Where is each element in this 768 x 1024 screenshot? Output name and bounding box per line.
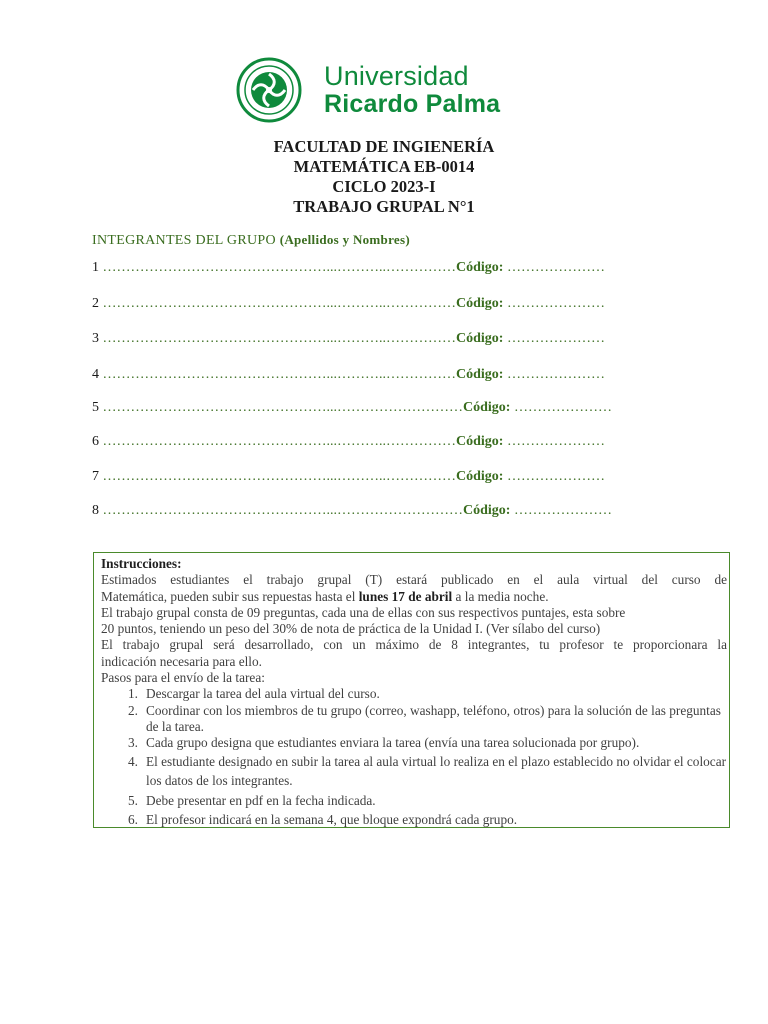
member-line: [92, 331, 692, 347]
member-name-blank[interactable]: …………………………………………...………..……………: [102, 260, 456, 275]
logo-line-2: Ricardo Palma: [324, 90, 501, 118]
step-text: El estudiante designado en subir la tarea al aula virtual lo realiza en el plazo establecido no olvidar el colocar los datos de los integrantes.: [146, 753, 727, 788]
member-name-blank[interactable]: …………………………………………...………..……………: [102, 331, 456, 346]
step-item: [101, 793, 727, 809]
member-number: 2: [92, 296, 99, 311]
member-name-blank[interactable]: …………………………………………...………………………: [102, 400, 463, 415]
member-number: 7: [92, 469, 99, 484]
cycle-title: CICLO 2023-I: [332, 177, 436, 196]
faculty-title: FACULTAD DE INGIENERÍA: [273, 137, 495, 156]
course-title: MATEMÁTICA EB-0014: [293, 157, 475, 176]
instructions-title: Instrucciones:: [101, 556, 182, 571]
code-label: Código:: [456, 296, 504, 311]
member-number: 6: [92, 434, 99, 449]
step-text: Coordinar con los miembros de tu grupo (correo, washapp, teléfono, otros) para la solución de las preguntas de la tarea.: [146, 702, 721, 734]
member-code-blank[interactable]: …………………: [506, 367, 605, 382]
member-name-blank[interactable]: …………………………………………...………..……………: [102, 367, 456, 382]
code-label: Código:: [456, 469, 504, 484]
member-code-blank[interactable]: …………………: [506, 434, 605, 449]
member-line: [92, 367, 692, 383]
instructions-box: [93, 552, 730, 828]
member-number: 5: [92, 400, 99, 415]
step-number: 1.: [128, 686, 138, 702]
member-code-blank[interactable]: …………………: [513, 503, 612, 518]
logo-line-1: Universidad: [324, 61, 469, 91]
step-text: El profesor indicará en la semana 4, que bloque expondrá cada grupo.: [146, 811, 518, 827]
group-members-heading: [92, 232, 410, 249]
member-name-blank[interactable]: …………………………………………...………..……………: [102, 469, 456, 484]
member-line: [92, 296, 692, 312]
member-number: 8: [92, 503, 99, 518]
step-number: 4.: [128, 753, 138, 769]
code-label: Código:: [456, 434, 504, 449]
member-line: [92, 400, 692, 416]
member-line: [92, 469, 692, 485]
step-number: 3.: [128, 735, 138, 751]
instructions-p2-line2: 20 puntos, teniendo un peso del 30% de nota de práctica de la Unidad I. (Ver sílabo del curso): [101, 621, 601, 637]
step-item: [101, 735, 727, 751]
step-text: Debe presentar en pdf en la fecha indicada.: [146, 792, 376, 808]
step-item: [101, 752, 727, 790]
code-label: Código:: [456, 367, 504, 382]
step-number: 2.: [128, 702, 138, 718]
code-label: Código:: [456, 260, 504, 275]
university-logo: [236, 57, 578, 123]
group-heading-text: INTEGRANTES DEL GRUPO: [92, 233, 276, 248]
member-code-blank[interactable]: …………………: [506, 469, 605, 484]
member-code-blank[interactable]: …………………: [506, 296, 605, 311]
group-heading-note: (Apellidos y Nombres): [279, 232, 410, 247]
instructions-p1-line1: Estimados estudiantes el trabajo grupal (T) estará publicado en el aula virtual del curso de: [101, 572, 727, 588]
member-line: [92, 434, 692, 450]
step-text: Descargar la tarea del aula virtual del curso.: [146, 686, 380, 702]
step-item: [101, 686, 727, 702]
step-number: 6.: [128, 811, 138, 827]
deadline-text: lunes 17 de abril: [358, 588, 453, 604]
instructions-p1-line2: [101, 589, 727, 605]
step-item: [101, 812, 727, 828]
instructions-p3-line1: El trabajo grupal será desarrollado, con un máximo de 8 integrantes, tu profesor te proporcionara la: [101, 637, 727, 653]
code-label: Código:: [463, 400, 511, 415]
member-number: 1: [92, 260, 99, 275]
code-label: Código:: [463, 503, 511, 518]
p1-line2-end: a la media noche.: [452, 588, 549, 604]
member-line: [92, 503, 692, 519]
member-code-blank[interactable]: …………………: [506, 331, 605, 346]
member-name-blank[interactable]: …………………………………………...………………………: [102, 503, 463, 518]
instructions-p2-line1: El trabajo grupal consta de 09 preguntas, cada una de ellas con sus respectivos puntajes, esta sobre: [101, 604, 626, 620]
step-number: 5.: [128, 792, 138, 808]
member-name-blank[interactable]: …………………………………………...………..……………: [102, 296, 456, 311]
step-item: [101, 703, 727, 736]
member-number: 4: [92, 367, 99, 382]
step-text: Cada grupo designa que estudiantes enviara la tarea (envía una tarea solucionada por grupo).: [146, 735, 640, 751]
member-code-blank[interactable]: …………………: [506, 260, 605, 275]
assignment-title: TRABAJO GRUPAL N°1: [293, 197, 475, 216]
document-header: [0, 137, 768, 217]
steps-list: [101, 686, 727, 828]
member-line: [92, 260, 692, 276]
code-label: Código:: [456, 331, 504, 346]
member-number: 3: [92, 331, 99, 346]
p1-line2-start: Matemática, pueden subir sus repuestas hasta el: [101, 588, 359, 604]
member-name-blank[interactable]: …………………………………………...………..……………: [102, 434, 456, 449]
university-seal-icon: [236, 57, 302, 123]
member-code-blank[interactable]: …………………: [513, 400, 612, 415]
steps-intro: Pasos para el envío de la tarea:: [101, 670, 265, 686]
instructions-p3-line2: indicación necesaria para ello.: [101, 653, 262, 669]
